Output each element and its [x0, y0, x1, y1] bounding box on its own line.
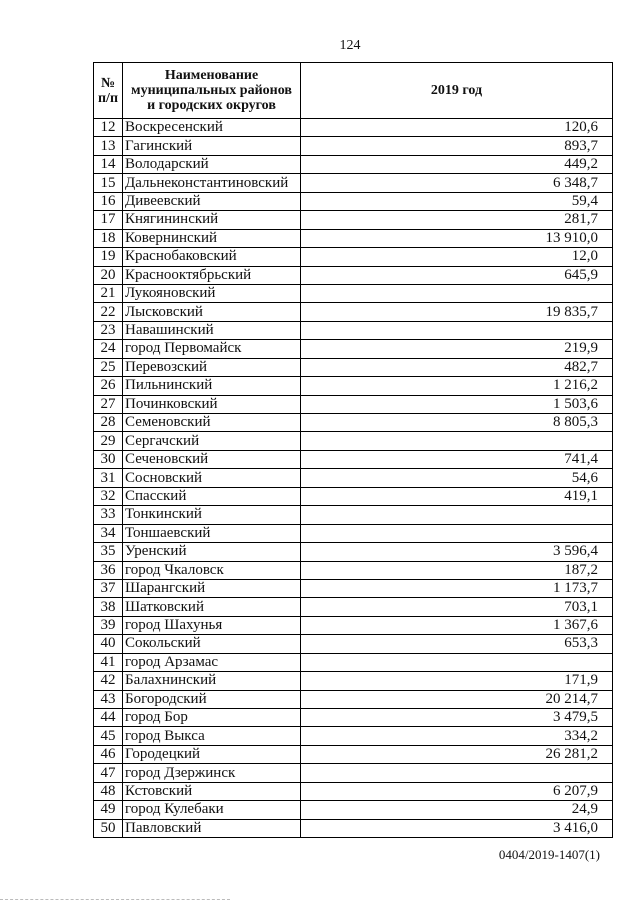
- row-value-2019: 24,9: [301, 801, 613, 819]
- row-value-2019: [301, 321, 613, 339]
- table-row: [94, 211, 613, 229]
- row-value-2019: [301, 284, 613, 302]
- document-code: 0404/2019-1407(1): [498, 847, 600, 862]
- row-municipality-name: Сеченовский: [123, 450, 301, 468]
- table-row: [94, 598, 613, 616]
- row-value-2019: 8 805,3: [301, 414, 613, 432]
- row-number: 37: [94, 579, 123, 597]
- row-number: 49: [94, 801, 123, 819]
- row-number: 33: [94, 506, 123, 524]
- row-value-2019: 219,9: [301, 340, 613, 358]
- row-value-2019: 3 596,4: [301, 543, 613, 561]
- table-row: [94, 119, 613, 137]
- row-number: 50: [94, 819, 123, 837]
- row-municipality-name: Княгининский: [123, 211, 301, 229]
- row-value-2019: 20 214,7: [301, 690, 613, 708]
- row-municipality-name: Володарский: [123, 155, 301, 173]
- row-municipality-name: Краснооктябрьский: [123, 266, 301, 284]
- table-row: [94, 653, 613, 671]
- row-municipality-name: Тоншаевский: [123, 524, 301, 542]
- page-number: 124: [339, 38, 361, 53]
- row-number: 17: [94, 211, 123, 229]
- row-number: 42: [94, 672, 123, 690]
- row-municipality-name: Починковский: [123, 395, 301, 413]
- row-value-2019: 1 367,6: [301, 616, 613, 634]
- row-municipality-name: город Шахунья: [123, 616, 301, 634]
- row-number: 28: [94, 414, 123, 432]
- row-value-2019: 449,2: [301, 155, 613, 173]
- row-value-2019: 6 207,9: [301, 782, 613, 800]
- table-row: [94, 745, 613, 763]
- row-value-2019: 1 503,6: [301, 395, 613, 413]
- table-row: [94, 358, 613, 376]
- row-municipality-name: Уренский: [123, 543, 301, 561]
- row-number: 36: [94, 561, 123, 579]
- row-municipality-name: Сергачский: [123, 432, 301, 450]
- row-number: 43: [94, 690, 123, 708]
- table-body: [94, 119, 613, 838]
- row-municipality-name: Краснобаковский: [123, 248, 301, 266]
- row-value-2019: 54,6: [301, 469, 613, 487]
- row-municipality-name: Дальнеконстантиновский: [123, 174, 301, 192]
- row-municipality-name: Семеновский: [123, 414, 301, 432]
- table-row: [94, 248, 613, 266]
- row-value-2019: 187,2: [301, 561, 613, 579]
- table-row: [94, 303, 613, 321]
- row-municipality-name: Городецкий: [123, 745, 301, 763]
- table-row: [94, 709, 613, 727]
- row-number: 26: [94, 377, 123, 395]
- row-municipality-name: город Первомайск: [123, 340, 301, 358]
- row-municipality-name: Шарангский: [123, 579, 301, 597]
- row-municipality-name: Кстовский: [123, 782, 301, 800]
- row-municipality-name: Павловский: [123, 819, 301, 837]
- table-header-row: [94, 63, 613, 119]
- row-number: 23: [94, 321, 123, 339]
- row-number: 34: [94, 524, 123, 542]
- row-number: 27: [94, 395, 123, 413]
- table-row: [94, 616, 613, 634]
- table-row: [94, 192, 613, 210]
- row-value-2019: 171,9: [301, 672, 613, 690]
- row-value-2019: 3 479,5: [301, 709, 613, 727]
- row-number: 15: [94, 174, 123, 192]
- row-municipality-name: город Арзамас: [123, 653, 301, 671]
- table-row: [94, 782, 613, 800]
- table-row: [94, 155, 613, 173]
- row-number: 30: [94, 450, 123, 468]
- row-number: 32: [94, 487, 123, 505]
- row-number: 24: [94, 340, 123, 358]
- table-row: [94, 174, 613, 192]
- table-row: [94, 450, 613, 468]
- row-municipality-name: город Бор: [123, 709, 301, 727]
- row-number: 14: [94, 155, 123, 173]
- table-row: [94, 284, 613, 302]
- header-number-line2: п/п: [97, 90, 119, 106]
- row-value-2019: 482,7: [301, 358, 613, 376]
- table-row: [94, 506, 613, 524]
- row-number: 22: [94, 303, 123, 321]
- row-number: 46: [94, 745, 123, 763]
- table-row: [94, 543, 613, 561]
- row-municipality-name: Балахнинский: [123, 672, 301, 690]
- row-municipality-name: Сосновский: [123, 469, 301, 487]
- header-name: [123, 63, 301, 119]
- table-row: [94, 801, 613, 819]
- row-number: 45: [94, 727, 123, 745]
- row-value-2019: 3 416,0: [301, 819, 613, 837]
- row-value-2019: 26 281,2: [301, 745, 613, 763]
- header-name-line3: и городских округов: [147, 98, 276, 113]
- row-value-2019: 334,2: [301, 727, 613, 745]
- table-row: [94, 229, 613, 247]
- row-value-2019: 653,3: [301, 635, 613, 653]
- row-number: 47: [94, 764, 123, 782]
- row-number: 18: [94, 229, 123, 247]
- row-number: 31: [94, 469, 123, 487]
- row-municipality-name: Тонкинский: [123, 506, 301, 524]
- row-value-2019: [301, 524, 613, 542]
- table-row: [94, 395, 613, 413]
- row-value-2019: 281,7: [301, 211, 613, 229]
- row-value-2019: 12,0: [301, 248, 613, 266]
- row-value-2019: 19 835,7: [301, 303, 613, 321]
- table-row: [94, 579, 613, 597]
- row-value-2019: 741,4: [301, 450, 613, 468]
- row-municipality-name: Ковернинский: [123, 229, 301, 247]
- row-municipality-name: город Чкаловск: [123, 561, 301, 579]
- row-number: 44: [94, 709, 123, 727]
- table-row: [94, 432, 613, 450]
- table-row: [94, 690, 613, 708]
- row-value-2019: 13 910,0: [301, 229, 613, 247]
- row-value-2019: 120,6: [301, 119, 613, 137]
- row-number: 19: [94, 248, 123, 266]
- row-value-2019: 1 173,7: [301, 579, 613, 597]
- row-municipality-name: Воскресенский: [123, 119, 301, 137]
- row-value-2019: 645,9: [301, 266, 613, 284]
- row-municipality-name: город Кулебаки: [123, 801, 301, 819]
- row-municipality-name: Шатковский: [123, 598, 301, 616]
- row-municipality-name: Сокольский: [123, 635, 301, 653]
- row-municipality-name: Пильнинский: [123, 377, 301, 395]
- row-value-2019: [301, 764, 613, 782]
- scan-edge-line: [0, 899, 230, 900]
- row-number: 25: [94, 358, 123, 376]
- municipal-data-table: [93, 62, 613, 838]
- table-row: [94, 764, 613, 782]
- row-number: 20: [94, 266, 123, 284]
- row-value-2019: 893,7: [301, 137, 613, 155]
- row-municipality-name: Лысковский: [123, 303, 301, 321]
- row-number: 29: [94, 432, 123, 450]
- table-row: [94, 819, 613, 837]
- row-municipality-name: город Дзержинск: [123, 764, 301, 782]
- header-number-line1: №: [100, 75, 116, 91]
- row-municipality-name: город Выкса: [123, 727, 301, 745]
- row-value-2019: 703,1: [301, 598, 613, 616]
- row-municipality-name: Лукояновский: [123, 284, 301, 302]
- header-name-line1: Наименование: [164, 68, 259, 83]
- row-municipality-name: Богородский: [123, 690, 301, 708]
- row-value-2019: [301, 506, 613, 524]
- table-row: [94, 635, 613, 653]
- row-value-2019: [301, 653, 613, 671]
- table-row: [94, 487, 613, 505]
- row-number: 35: [94, 543, 123, 561]
- table-row: [94, 321, 613, 339]
- row-number: 39: [94, 616, 123, 634]
- row-number: 12: [94, 119, 123, 137]
- table-row: [94, 469, 613, 487]
- row-municipality-name: Гагинский: [123, 137, 301, 155]
- row-value-2019: 59,4: [301, 192, 613, 210]
- row-value-2019: [301, 432, 613, 450]
- row-number: 48: [94, 782, 123, 800]
- header-year: 2019 год: [301, 63, 613, 119]
- row-municipality-name: Навашинский: [123, 321, 301, 339]
- header-name-line2: муниципальных районов: [131, 83, 292, 98]
- table-row: [94, 414, 613, 432]
- table-row: [94, 137, 613, 155]
- row-municipality-name: Дивеевский: [123, 192, 301, 210]
- table-row: [94, 377, 613, 395]
- table-row: [94, 340, 613, 358]
- row-number: 40: [94, 635, 123, 653]
- table-row: [94, 727, 613, 745]
- row-number: 38: [94, 598, 123, 616]
- row-number: 21: [94, 284, 123, 302]
- row-value-2019: 419,1: [301, 487, 613, 505]
- row-number: 41: [94, 653, 123, 671]
- table-row: [94, 672, 613, 690]
- table-row: [94, 561, 613, 579]
- header-number: [94, 63, 123, 119]
- row-number: 13: [94, 137, 123, 155]
- row-number: 16: [94, 192, 123, 210]
- row-value-2019: 6 348,7: [301, 174, 613, 192]
- row-municipality-name: Спасский: [123, 487, 301, 505]
- table-row: [94, 266, 613, 284]
- row-municipality-name: Перевозский: [123, 358, 301, 376]
- row-value-2019: 1 216,2: [301, 377, 613, 395]
- table-row: [94, 524, 613, 542]
